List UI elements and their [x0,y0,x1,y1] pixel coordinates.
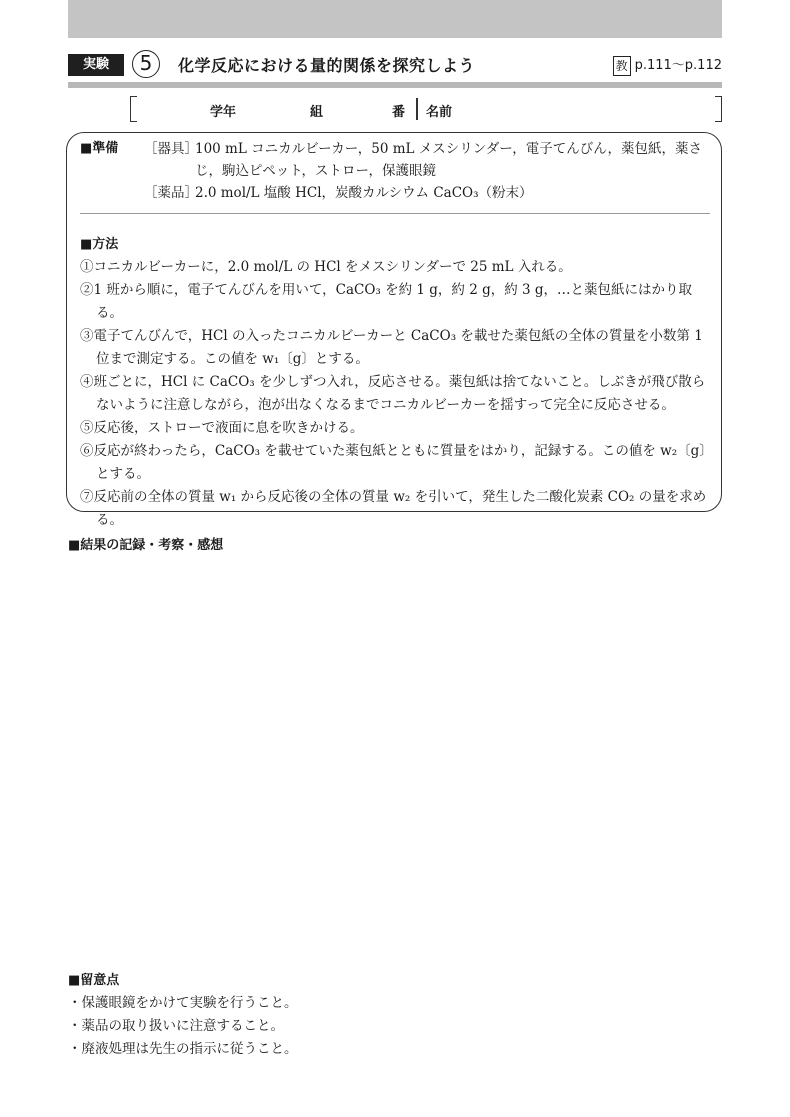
method-section [80,233,712,532]
preparation-heading: ■準備 [80,141,119,156]
method-step: ④班ごとに，HCl に CaCO₃ を少しずつ入れ，反応させる。薬包紙は捨てないこと。しぶきが飛び散らないように注意しながら，泡が出なくなるまでコニカルビーカーを揺すって完全に反応させる。 [80,374,706,413]
page-range: p.111〜p.112 [634,58,722,73]
reagents-text: 2.0 mol/L 塩酸 HCl，炭酸カルシウム CaCO₃（粉末） [195,185,533,201]
method-step: ⑥反応が終わったら，CaCO₃ を載せていた薬包紙とともに質量をはかり，記録する。この値を w₂〔g〕とする。 [80,443,706,482]
notes-section [68,969,298,1061]
note-item: ・廃液処理は先生の指示に従うこと。 [68,1041,298,1057]
section-divider [80,213,710,214]
method-step: ⑤反応後，ストローで液面に息を吹きかける。 [80,420,364,436]
top-gray-bar [68,0,722,38]
left-bracket [130,96,137,122]
number-field-label: 番 [392,105,406,120]
experiment-label: 実験 [68,54,124,76]
textbook-reference [613,54,722,76]
name-separator [416,98,418,120]
worksheet-header [68,50,722,84]
grade-field-label: 学年 [210,105,237,120]
name-field-label: 名前 [426,105,453,120]
textbook-icon: 教 [613,56,631,76]
method-step: ⑦反応前の全体の質量 w₁ から反応後の全体の質量 w₂ を引いて，発生した二酸化炭素 CO₂ の量を求める。 [80,489,707,528]
student-name-bar [130,96,722,122]
right-bracket [715,96,722,122]
experiment-number: 5 [132,50,160,78]
header-rule [68,82,722,88]
note-item: ・保護眼鏡をかけて実験を行うこと。 [68,995,298,1011]
reagents-label: ［薬品］ [144,185,198,201]
preparation-section [80,138,710,204]
class-field-label: 組 [310,105,324,120]
method-step: ①コニカルビーカーに，2.0 mol/L の HCl をメスシリンダーで 25 mL 入れる。 [80,259,572,275]
equipment-line-2: じ，駒込ピペット，ストロー，保護眼鏡 [195,163,436,179]
method-step: ②1 班から順に，電子てんびんを用いて，CaCO₃ を約 1 g，約 2 g，約 3 g，…と薬包紙にはかり取る。 [80,282,693,321]
method-step: ③電子てんびんで，HCl の入ったコニカルビーカーと CaCO₃ を載せた薬包紙の全体の質量を小数第 1 位まで測定する。この値を w₁〔g〕とする。 [80,328,703,367]
results-heading: ■結果の記録・考察・感想 [68,538,224,553]
notes-heading: ■留意点 [68,973,120,988]
note-item: ・薬品の取り扱いに注意すること。 [68,1018,284,1034]
page-title: 化学反応における量的関係を探究しよう [178,56,476,75]
equipment-label: ［器具］ [144,141,198,157]
method-heading: ■方法 [80,237,119,252]
equipment-line-1: 100 mL コニカルビーカー，50 mL メスシリンダー，電子てんびん，薬包紙，薬さ [195,141,703,157]
